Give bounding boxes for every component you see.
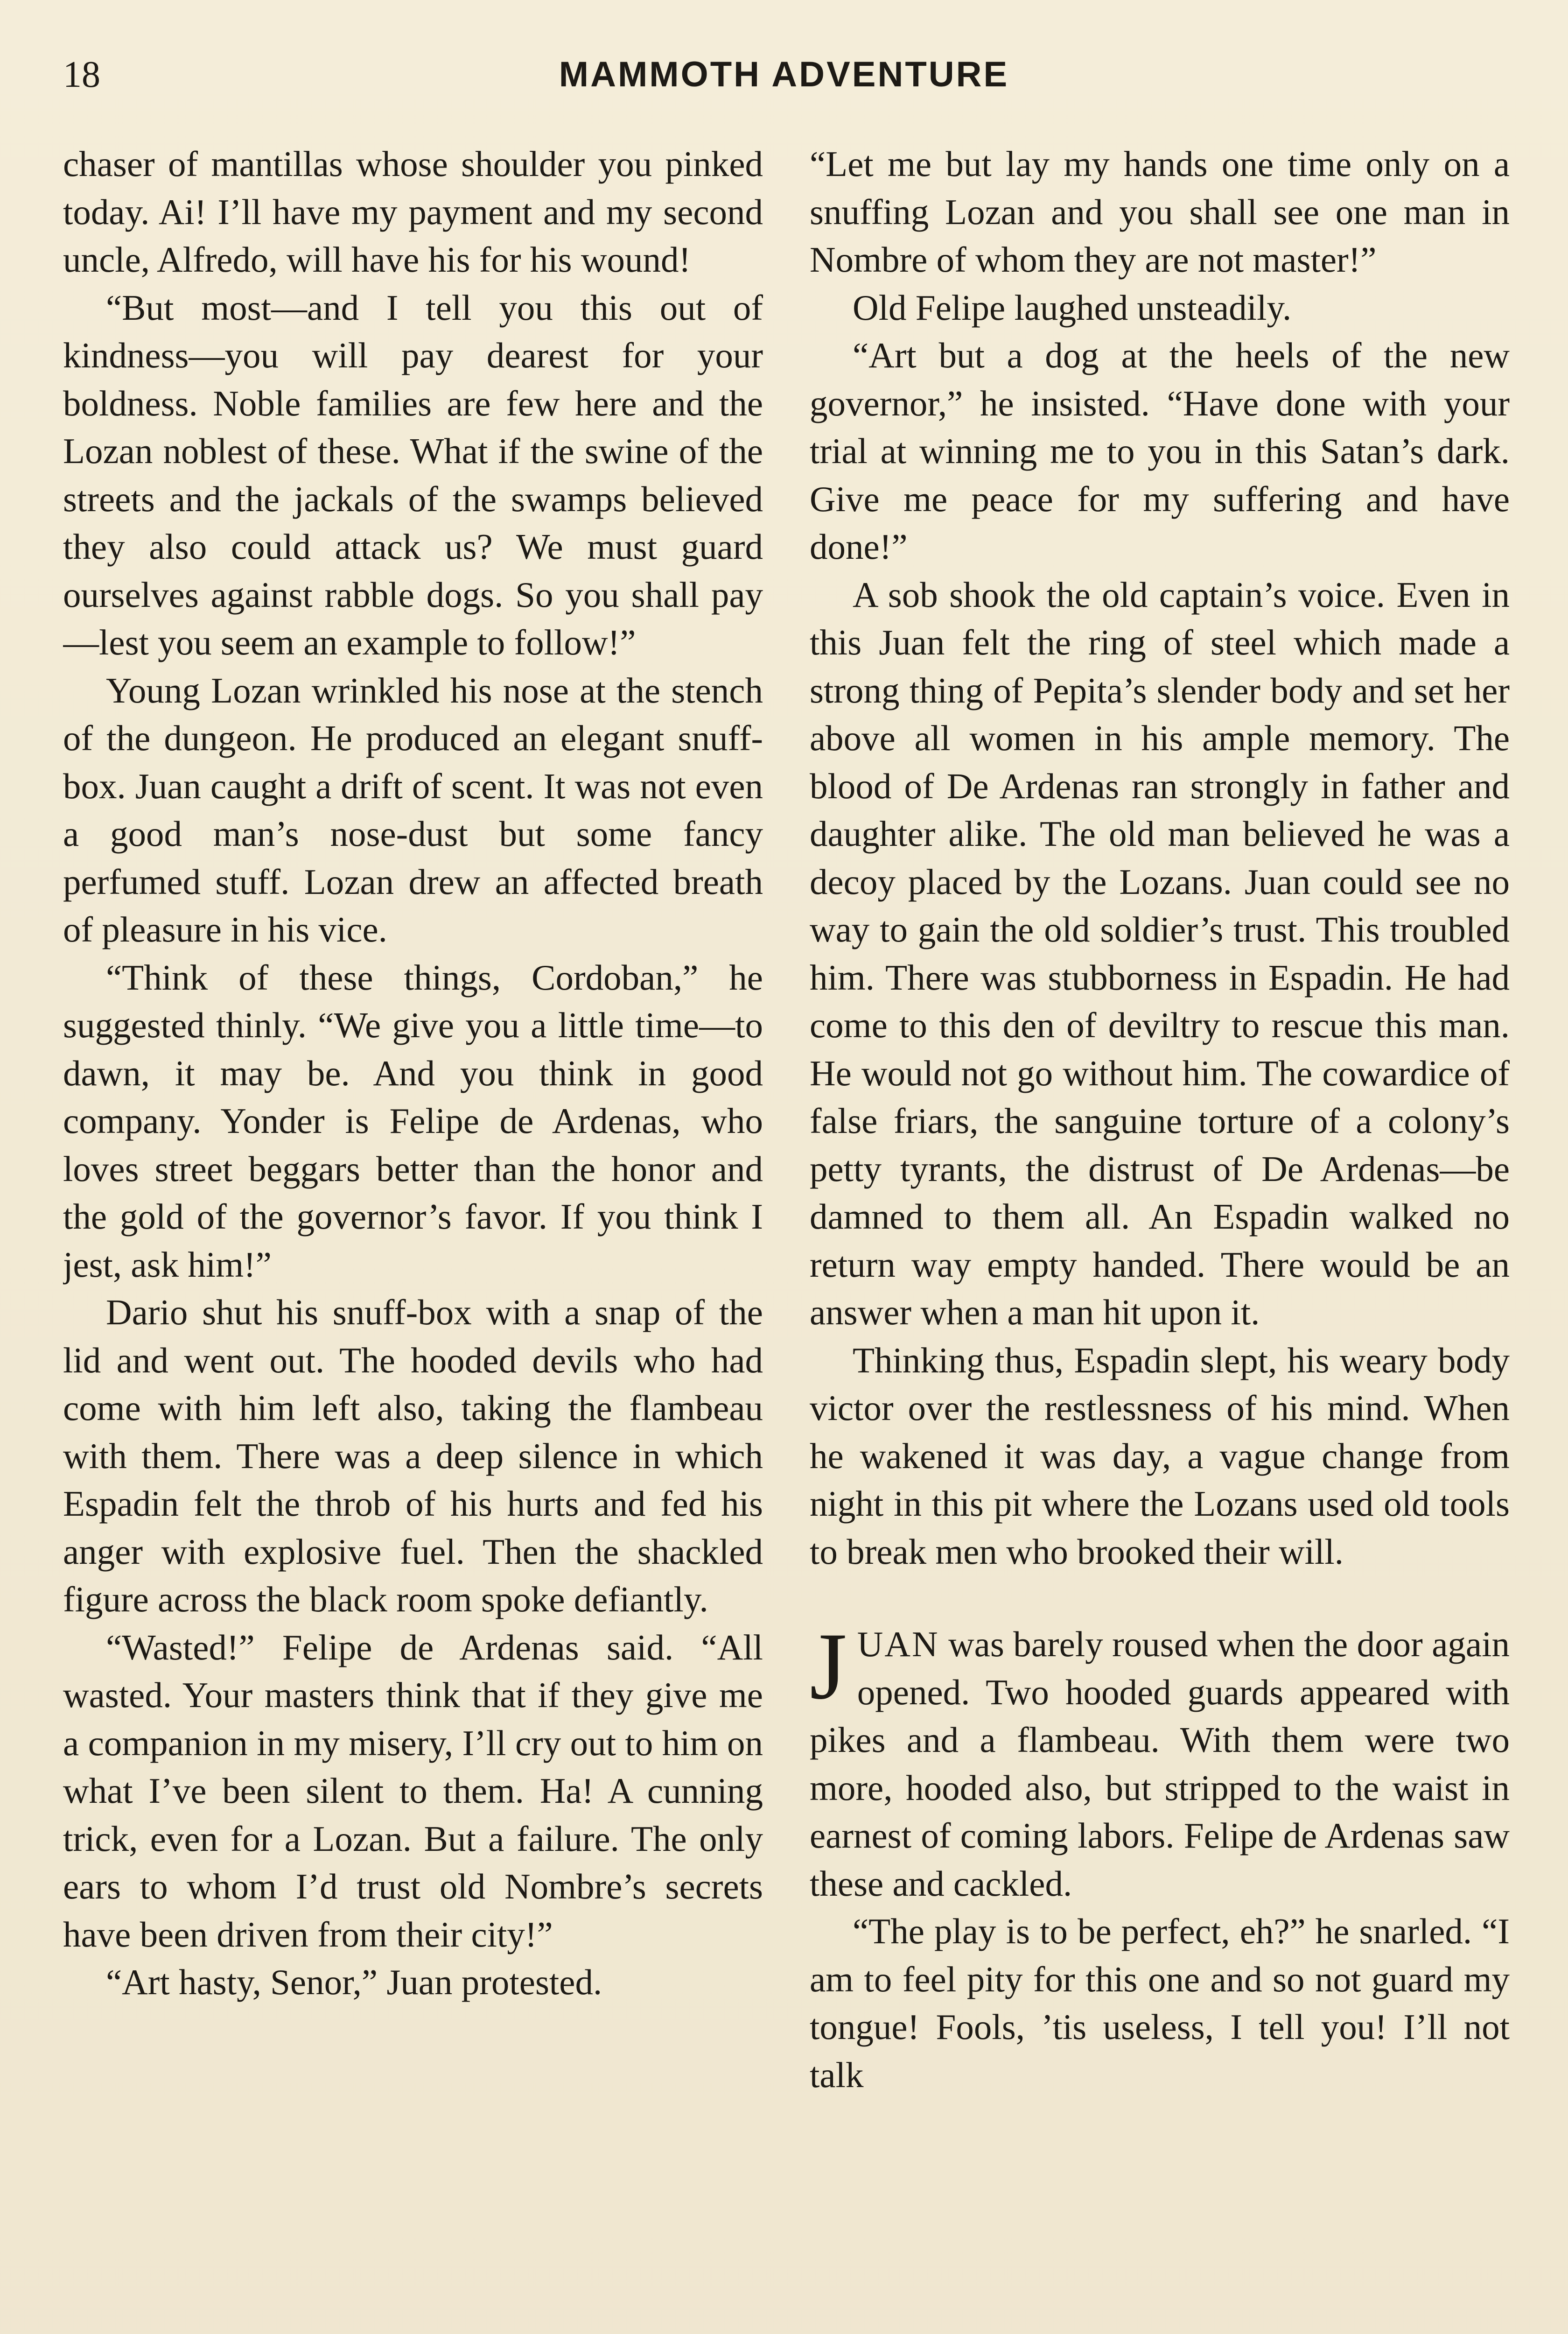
paragraph: “Art hasty, Senor,” Juan protested. xyxy=(106,1962,602,2002)
paragraph: “Art but a dog at the heels of the new governor,” he insisted. “Have done with your trial at winning me to you in this Satan’s dark. Give me peace for my suffering and have done!” xyxy=(810,335,1510,567)
paragraph: A sob shook the old captain’s voice. Even in this Juan felt the ring of steel which made a strong thing of Pepita’s slender body and set her above all women in his ample memory. The blood of De Ardenas ran strongly in father and daughter alike. The old man believed he was a decoy placed by the Lozans. Juan could see no way to gain the old soldier’s trust. This troubled him. There was stubborness in Espadin. He had come to this den of deviltry to rescue this man. He would not go without him. The cowardice of false friars, the sanguine torture of a colony’s petty tyrants, the distrust of De Ardenas—be damned to them all. An Espadin walked no return way empty handed. There would be an answer when a man hit upon it. xyxy=(810,574,1510,1332)
paragraph: Young Lozan wrinkled his nose at the stench of the dungeon. He produced an elegant snuff-box. Juan caught a drift of scent. It was not even a good man’s nose-dust but some fancy perfumed stuff. Lozan drew an affected breath of pleasure in his vice. xyxy=(63,670,763,949)
paragraph: Dario shut his snuff-box with a snap of the lid and went out. The hooded devils who had come with him left also, taking the flambeau with them. There was a deep silence in which Espadin felt the throb of his hurts and fed his anger with explosive fuel. Then the shackled figure across the black room spoke defiantly. xyxy=(63,1292,763,1619)
paragraph: Thinking thus, Espadin slept, his weary body victor over the restlessness of his mind. When he wakened it was day, a vague change from night in this pit where the Lozans used old tools to break men who brooked their will. xyxy=(810,1340,1510,1572)
paragraph: “But most—and I tell you this out of kindness—you will pay dearest for your boldness. Noble families are few here and the Lozan noblest of these. What if the swine of the streets and the jackals of the swamps believed they also could attack us? We must guard ourselves against rabble dogs. So you shall pay—lest you seem an example to follow!” xyxy=(63,287,763,662)
paragraph: Old Felipe laughed unsteadily. xyxy=(853,287,1292,328)
running-head: MAMMOTH ADVENTURE xyxy=(559,55,1009,94)
paragraph-text: was barely roused when the door again opened. Two hooded guards appeared with pikes and a flambeau. With them were two more, hooded also, but stripped to the waist in earnest of coming labors. Felipe de Ardenas saw these and cackled. xyxy=(810,1624,1510,1904)
drop-cap: J xyxy=(810,1613,847,1719)
paragraph: “Think of these things, Cordoban,” he suggested thinly. “We give you a little time—to dawn, it may be. And you think in good company. Yonder is Felipe de Ardenas, who loves street beggars better than the honor and the gold of the governor’s favor. If you think I jest, ask him!” xyxy=(63,957,763,1285)
page-header xyxy=(63,51,1505,107)
paragraph: “The play is to be perfect, eh?” he snarled. “I am to feel pity for this one and so not guard my tongue! Fools, ’tis useless, I tell you! I’ll not talk xyxy=(810,1911,1510,2095)
page-number: 18 xyxy=(63,54,100,95)
section-opening-paragraph xyxy=(810,1613,1510,1907)
right-column xyxy=(810,140,1510,2334)
section-break xyxy=(810,1575,1510,1620)
left-column xyxy=(63,140,763,2334)
paragraph: chaser of mantillas whose shoulder you pinked today. Ai! I’ll have my payment and my second uncle, Alfredo, will have his for his wound! xyxy=(63,144,763,280)
paragraph: “Let me but lay my hands one time only on a snuffing Lozan and you shall see one man in Nombre of whom they are not master!” xyxy=(810,144,1510,280)
text-columns xyxy=(63,140,1510,2334)
paragraph: “Wasted!” Felipe de Ardenas said. “All wasted. Your masters think that if they give me a companion in my misery, I’ll cry out to him on what I’ve been silent to them. Ha! A cunning trick, even for a Lozan. But a failure. The only ears to whom I’d trust old Nombre’s secrets have been driven from their city!” xyxy=(63,1627,763,1954)
lead-word: UAN xyxy=(857,1624,939,1664)
